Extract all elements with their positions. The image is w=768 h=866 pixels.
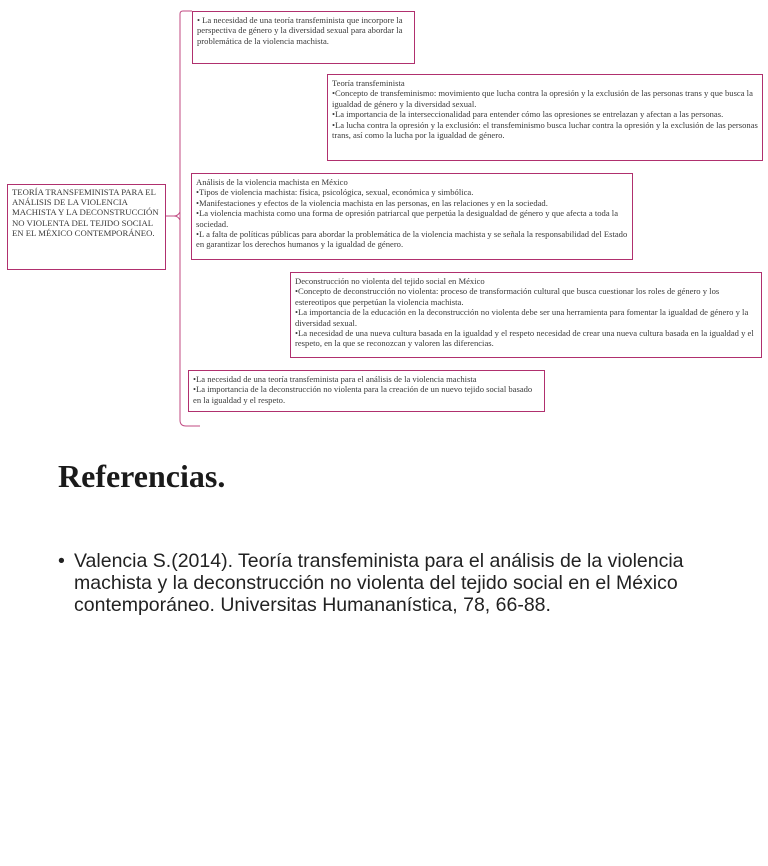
node-item: •La importancia de la deconstrucción no violenta para la creación de un nuevo tejido social basado en la igualdad y el respeto. xyxy=(193,384,533,405)
node-item: •La importancia de la educación en la deconstrucción no violenta debe ser una herramienta para fomentar la igualdad de género y la diversidad sexual. xyxy=(295,307,749,328)
reference-item xyxy=(58,550,748,616)
node-conclusions xyxy=(188,370,545,412)
node-item: •Manifestaciones y efectos de la violencia machista en las personas, en las relaciones y en la sociedad. xyxy=(196,197,548,208)
node-item: •L a falta de políticas públicas para abordar la problemática de la violencia machista y se señala la responsabilidad del Estado en garantizar los derechos humanos y la igualdad de género. xyxy=(196,229,628,250)
node-title: Análisis de la violencia machista en México xyxy=(196,177,348,187)
reference-text: Valencia S.(2014). Teoría transfeminista para el análisis de la violencia machista y la deconstrucción no violenta del tejido social en el México contemporáneo. Universitas Humananística, 78, 66-88. xyxy=(74,550,684,616)
node-item: •La necesidad de una nueva cultura basada en la igualdad y el respeto necesidad de crear una nueva cultura basada en la igualdad y el respeto, en la que se reconozcan y valoren las diferencias. xyxy=(295,328,754,349)
references-heading: Referencias. xyxy=(58,458,226,494)
node-nonviolent-deconstruction xyxy=(290,272,762,358)
node-item: •Concepto de transfeminismo: movimiento que lucha contra la opresión y la exclusión de las personas trans y que busca la igualdad de género y la diversidad sexual. xyxy=(332,88,753,109)
node-item: •Tipos de violencia machista: física, psicológica, sexual, económica y simbólica. xyxy=(196,187,474,198)
node-need-transfeminist-theory xyxy=(192,11,415,64)
references-list xyxy=(58,550,748,616)
node-item: •Concepto de deconstrucción no violenta: proceso de transformación cultural que busca cuestionar los roles de género y los estereotipos que perpetúan la violencia machista. xyxy=(295,286,720,307)
node-title: Teoría transfeminista xyxy=(332,78,405,88)
mind-map-root xyxy=(7,184,166,270)
bullet-icon: • xyxy=(58,550,65,572)
node-machista-violence-analysis xyxy=(191,173,633,260)
node-item: •La necesidad de una teoría transfeminista para el análisis de la violencia machista xyxy=(193,374,477,384)
root-connector xyxy=(166,212,180,220)
node-item: •La violencia machista como una forma de opresión patriarcal que perpetúa la desigualdad de género y que afecta a toda la sociedad. xyxy=(196,208,619,229)
node-item: •La lucha contra la opresión y la exclusión: el transfeminismo busca luchar contra la opresión y la exclusión de las personas trans, así como la lucha por la igualdad de género. xyxy=(332,119,758,141)
node-text: • La necesidad de una teoría transfeminista que incorpore la perspectiva de género y la diversidad sexual para abordar la problemática de la violencia machista. xyxy=(197,15,403,46)
root-label: TEORÍA TRANSFEMINISTA PARA EL ANÁLISIS DE LA VIOLENCIA MACHISTA Y LA DECONSTRUCCIÓN NO VIOLENTA DEL TEJIDO SOCIAL EN EL MÉXICO CONTEMPORÁNEO. xyxy=(12,187,159,238)
node-title: Deconstrucción no violenta del tejido social en México xyxy=(295,276,485,286)
node-item: •La importancia de la interseccionalidad para entender cómo las opresiones se entrelazan y afectan a las personas. xyxy=(332,109,724,120)
node-transfeminist-theory xyxy=(327,74,763,161)
